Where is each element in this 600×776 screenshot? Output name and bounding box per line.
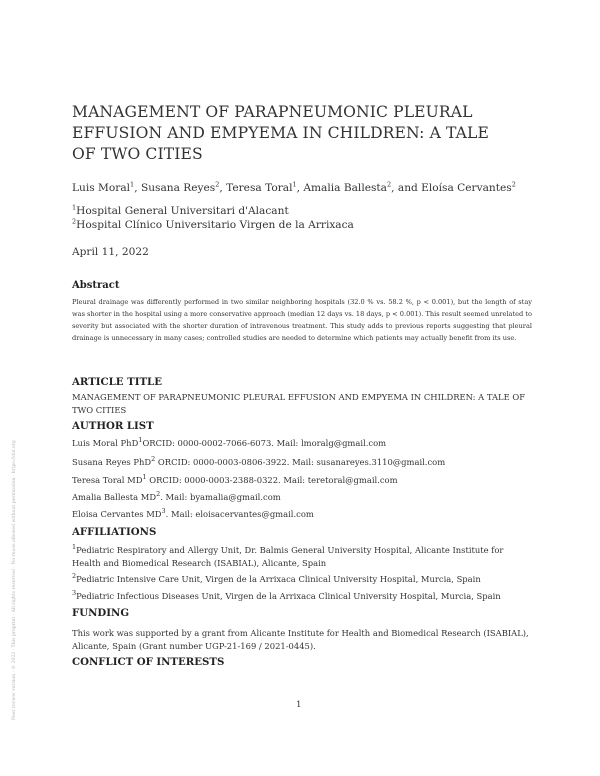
entry-sup: 1	[138, 436, 143, 445]
author-name: Teresa Toral	[226, 182, 293, 194]
entry-sup: 1	[142, 473, 147, 482]
conflict-heading: CONFLICT OF INTERESTS	[72, 656, 225, 668]
author-list-entry	[72, 438, 386, 448]
article-title-text: MANAGEMENT OF PARAPNEUMONIC PLEURAL EFFUSION AND EMPYEMA IN CHILDREN: A TALE OF TWO CITIES	[72, 392, 526, 415]
entry-sup: 2	[151, 455, 156, 464]
author-name: Eloísa Cervantes	[421, 182, 512, 194]
affiliation-item	[72, 590, 532, 603]
entry-name: Eloisa Cervantes MD	[72, 509, 162, 519]
author-list-entry	[72, 492, 281, 502]
affiliation-text: Pediatric Infectious Diseases Unit, Virgen de la Arrixaca Clinical University Hospital, Murcia, Spain	[76, 591, 501, 601]
affiliation-1	[72, 205, 289, 217]
author-list-entry	[72, 475, 398, 485]
paper-title: MANAGEMENT OF PARAPNEUMONIC PLEURAL EFFUSION AND EMPYEMA IN CHILDREN: A TALE OF TWO CITIES	[72, 103, 489, 163]
affiliation-sup: 2	[72, 217, 77, 226]
author-line	[72, 182, 516, 194]
entry-details: ORCID: 0000-0003-0806-3922. Mail: susanareyes.3110@gmail.com	[155, 457, 446, 467]
funding-text: This work was supported by a grant from Alicante Institute for Health and Biomedical Research (ISABIAL), Alicante, Spain (Grant number UGP-21-169 / 2021-0445).	[72, 628, 529, 651]
author-sep: ,	[134, 182, 141, 194]
affiliation-sup: 1	[72, 203, 77, 212]
publication-date: April 11, 2022	[72, 246, 149, 258]
author-sep: ,	[296, 182, 304, 194]
article-title-heading: ARTICLE TITLE	[72, 376, 162, 388]
abstract-heading: Abstract	[72, 280, 120, 291]
affiliation-sup: 3	[72, 589, 77, 598]
author-sup: 2	[215, 180, 220, 189]
affiliation-item	[72, 573, 532, 586]
affiliation-text: Hospital Clínico Universitario Virgen de la Arrixaca	[76, 219, 354, 231]
sidebar-text: Peer review version · © 2022 · This preprint · All rights reserved · No reuse allowed without permission · https://doi.org	[12, 440, 17, 720]
affiliation-text: Hospital General Universitari d'Alacant	[76, 205, 289, 217]
entry-name: Susana Reyes PhD	[72, 457, 152, 467]
entry-name: Teresa Toral MD	[72, 475, 143, 485]
author-list-heading: AUTHOR LIST	[72, 420, 154, 432]
author-name: Luis Moral	[72, 182, 131, 194]
affiliation-2	[72, 219, 354, 231]
affiliations-heading: AFFILIATIONS	[72, 526, 157, 538]
author-sup: 1	[130, 180, 135, 189]
affiliation-item	[72, 544, 532, 570]
author-list-entry	[72, 457, 445, 467]
author-sup: 2	[387, 180, 392, 189]
author-name: Susana Reyes	[140, 182, 216, 194]
entry-name: Amalia Ballesta MD	[72, 492, 157, 502]
entry-name: Luis Moral PhD	[72, 438, 139, 448]
author-sep: , and	[391, 182, 422, 194]
author-list-entry	[72, 509, 314, 519]
funding-heading: FUNDING	[72, 607, 130, 619]
author-sup: 2	[511, 180, 516, 189]
entry-details: ORCID: 0000-0002-7066-6073. Mail: lmoralg@gmail.com	[142, 438, 387, 448]
affiliation-text: Pediatric Intensive Care Unit, Virgen de la Arrixaca Clinical University Hospital, Murcia, Spain	[76, 574, 481, 584]
author-sep: ,	[219, 182, 227, 194]
entry-details: ORCID: 0000-0003-2388-0322. Mail: teretoral@gmail.com	[146, 475, 398, 485]
affiliation-text: Pediatric Respiratory and Allergy Unit, Dr. Balmis General University Hospital, Alicante Institute for Health and Biomedical Research (ISABIAL), Alicante, Spain	[72, 545, 504, 568]
affiliation-sup: 2	[72, 572, 77, 581]
page-number: 1	[296, 700, 302, 710]
entry-sup: 3	[161, 507, 166, 516]
entry-sup: 2	[156, 490, 161, 499]
entry-details: . Mail: eloisacervantes@gmail.com	[165, 509, 314, 519]
author-sup: 1	[292, 180, 297, 189]
affiliation-sup: 1	[72, 543, 77, 552]
preprint-sidebar-watermark	[12, 40, 22, 740]
abstract-text: Pleural drainage was differently performed in two similar neighboring hospitals (32.0 % vs. 58.2 %, p < 0.001), but the length of stay was shorter in the hospital using a more conservative approach (median 12 days vs. 18 days, p < 0.001). This result seemed unrelated to severity but associated with the shorter duration of intravenous treatment. This study adds to previous reports suggesting that pleural drainage is unnecessary in many cases; controlled studies are needed to determine which patients may actually benefit from its use.	[72, 298, 532, 342]
author-name: Amalia Ballesta	[303, 182, 387, 194]
entry-details: . Mail: byamalia@gmail.com	[160, 492, 281, 502]
